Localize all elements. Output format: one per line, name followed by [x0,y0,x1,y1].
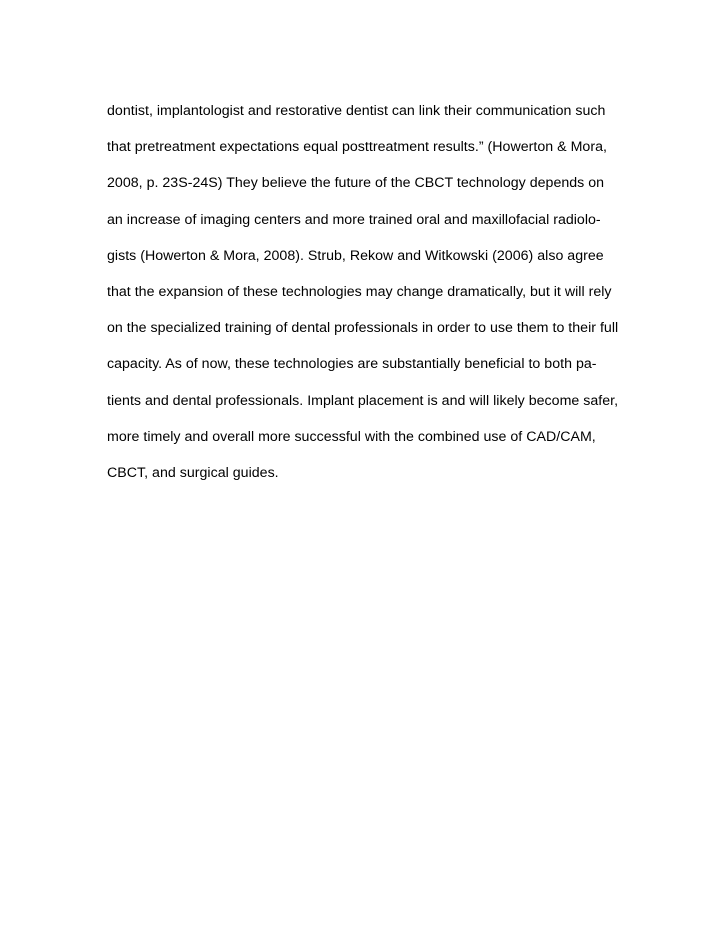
paragraph-line-2: that pretreatment expectations equal posttreatment results.” (Howerton & Mora, [107,139,607,156]
paragraph-line-8: capacity. As of now, these technologies are substantially beneficial to both pa- [107,356,597,373]
paragraph-line-3: 2008, p. 23S-24S) They believe the future of the CBCT technology depends on [107,175,605,192]
paragraph-line-4: an increase of imaging centers and more trained oral and maxillofacial radiolo- [107,211,601,228]
paragraph-line-7: on the specialized training of dental professionals in order to use them to their full [107,320,619,337]
paragraph-line-9: tients and dental professionals. Implant placement is and will likely become safer, [107,392,619,409]
paragraph-line-11: CBCT, and surgical guides. [107,464,279,481]
paragraph-line-1: dontist, implantologist and restorative dentist can link their communication such [107,103,606,119]
paragraph-line-10: more timely and overall more successful with the combined use of CAD/CAM, [107,428,596,445]
body-paragraph [107,103,627,501]
paragraph-line-5: gists (Howerton & Mora, 2008). Strub, Rekow and Witkowski (2006) also agree [107,247,604,264]
paragraph-line-6: that the expansion of these technologies may change dramatically, but it will rely [107,283,612,300]
